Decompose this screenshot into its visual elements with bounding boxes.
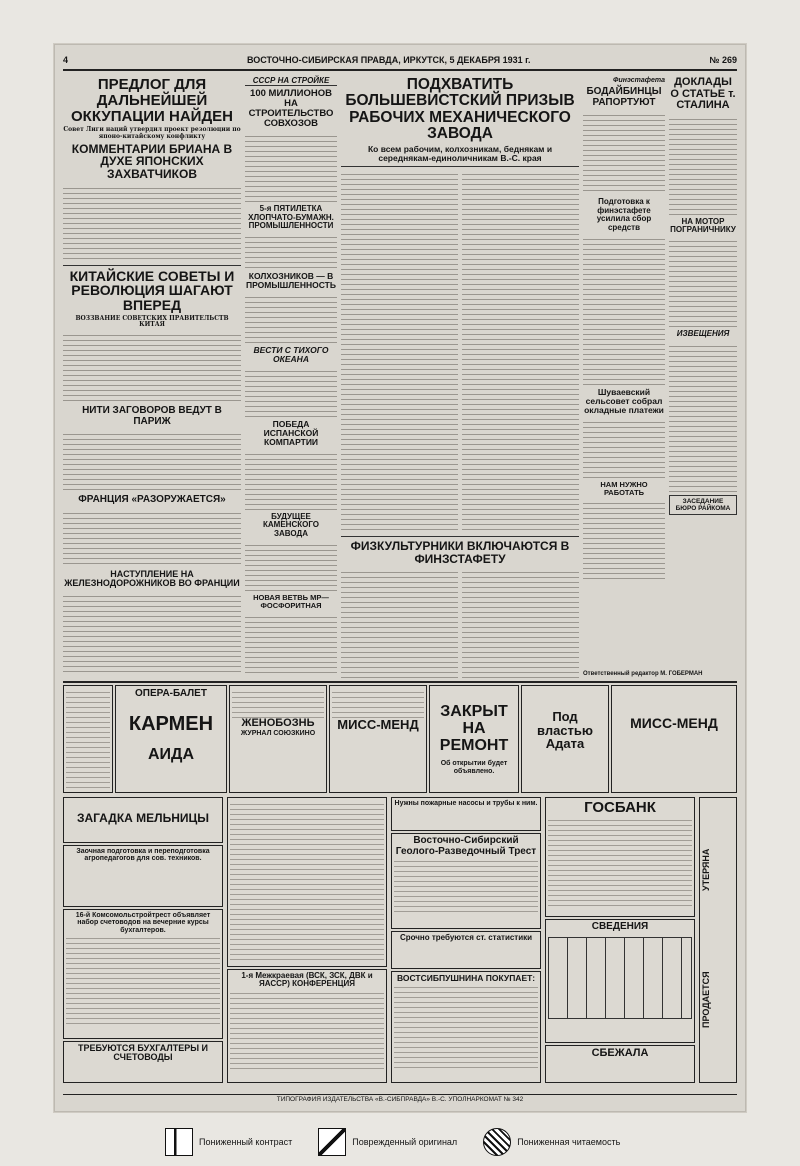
- divider: [341, 536, 579, 537]
- headline-main: ПОДХВАТИТЬ БОЛЬШЕВИСТСКИЙ ПРИЗЫВ РАБОЧИХ МЕХАНИЧЕСКОГО ЗАВОДА: [345, 76, 575, 142]
- headline-occupation: ПРЕДЛОГ ДЛЯ ДАЛЬНЕЙШЕЙ ОККУПАЦИИ НАЙДЕН: [71, 76, 233, 125]
- ad-cinema-2: [329, 685, 427, 793]
- ad-vertical: [699, 797, 737, 1083]
- headline-shuvaev: Шуваевский сельсовет собрал окладные платежи: [584, 386, 664, 415]
- gosbank-title: ГОСБАНК: [584, 799, 656, 816]
- ad-gosbank: [545, 797, 695, 917]
- column-ussr: [245, 75, 337, 681]
- article-body: [583, 235, 665, 385]
- article-body: [245, 541, 337, 591]
- headline-work: НАМ НУЖНО РАБОТАТЬ: [600, 479, 648, 497]
- ad-opera: [115, 685, 227, 793]
- headline-sovkhoz: 100 МИЛЛИОНОВ НА СТРОИТЕЛЬСТВО СОВХОЗОВ: [248, 88, 334, 130]
- low-contrast-icon: [165, 1128, 193, 1156]
- headline-motor: НА МОТОР ПОГРАНИЧНИКУ: [670, 216, 736, 235]
- article-body: [341, 568, 458, 681]
- ad-statistics: [391, 931, 541, 969]
- article-body: [63, 430, 241, 492]
- article-columns: [341, 170, 579, 533]
- article-body: [583, 499, 665, 579]
- ad-geology: [391, 833, 541, 929]
- article-body: [245, 613, 337, 673]
- printer-imprint: ТИПОГРАФИЯ ИЗДАТЕЛЬСТВА «В.-СИБПРАВДА» В.-С. УПОЛНАРКОМАТ № 342: [63, 1094, 737, 1105]
- headline-branch: НОВАЯ ВЕТВЬ МР—ФОСФОРИТНАЯ: [253, 593, 329, 610]
- column-reports: [669, 75, 737, 681]
- quality-legend: [165, 1128, 620, 1156]
- ad-escaped: [545, 1045, 695, 1083]
- rubric-ussr: СССР НА СТРОЙКЕ: [245, 77, 337, 86]
- notice-bureau: ЗАСЕДАНИЕ БЮРО РАЙКОМА: [669, 495, 737, 515]
- ad-text: [548, 816, 692, 906]
- opera-carmen: КАРМЕН: [128, 712, 214, 735]
- headline-notices: ИЗВЕЩЕНИЯ: [676, 329, 730, 339]
- ad-conference: [227, 969, 387, 1083]
- divider: [341, 166, 579, 167]
- headline-railway: НАСТУПЛЕНИЕ НА ЖЕЛЕЗНОДОРОЖНИКОВ ВО ФРАНЦИИ: [64, 568, 240, 589]
- sells-label: ПРОДАЕТСЯ: [701, 971, 711, 1029]
- subhead-league: Совет Лиги наций утвердил проект резолюции по японо-китайскому конфликту: [63, 126, 241, 140]
- statistics-title: Срочно требуются ст. статистики: [399, 933, 533, 942]
- article-body: [462, 170, 579, 530]
- article-body: [583, 111, 665, 195]
- ad-text: [66, 934, 220, 1024]
- ad-cinema-4: [611, 685, 737, 793]
- closed-subtitle: Об открытии будет объявлено.: [440, 760, 508, 775]
- ad-theatre: [63, 685, 113, 793]
- film-title: Под властью Адата: [537, 709, 593, 752]
- ad-fur: [391, 971, 541, 1083]
- article-body: [63, 509, 241, 567]
- ad-cinema-3: [521, 685, 609, 793]
- article-body: [245, 367, 337, 417]
- escaped-title: СБЕЖАЛА: [591, 1047, 649, 1059]
- headline-pacific: ВЕСТИ С ТИХОГО ОКЕАНА: [253, 345, 329, 365]
- headline-kamensk: БУДУЩЕЕ КАМЕНСКОГО ЗАВОДА: [263, 511, 319, 538]
- legend-label: Поврежденный оригинал: [352, 1137, 458, 1147]
- article-body: [245, 132, 337, 202]
- ad-pipes: [391, 797, 541, 831]
- headline-stalin: ДОКЛАДЫ О СТАТЬЕ т. СТАЛИНА: [670, 76, 736, 112]
- column-world-news: [63, 75, 241, 681]
- legend-label: Пониженная читаемость: [517, 1137, 621, 1147]
- legend-damaged: [318, 1128, 457, 1156]
- article-body: [245, 293, 337, 343]
- column-finstafeta: [583, 75, 665, 681]
- opera-name: ОПЕРА-БАЛЕТ: [135, 688, 207, 699]
- headline-kolkhoz: КОЛХОЗНИКОВ — В ПРОМЫШЛЕННОСТЬ: [246, 271, 336, 291]
- ad-text: [66, 688, 110, 788]
- ad-courses: [63, 909, 223, 1039]
- article-body: [63, 331, 241, 403]
- ad-text: [332, 688, 424, 718]
- low-readability-icon: [483, 1128, 511, 1156]
- issue-number: № 269: [709, 55, 737, 65]
- editor-line: Ответственный редактор М. ГОБЕРМАН: [583, 671, 703, 677]
- ad-accountants: [63, 1041, 223, 1083]
- film-title: МИСС-МЕНД: [337, 717, 419, 732]
- legend-low-contrast: [165, 1128, 292, 1156]
- geology-title: Восточно-Сибирский Геолого-Разведочный Трест: [395, 835, 537, 857]
- legend-label: Пониженный контраст: [199, 1137, 293, 1147]
- ad-mystery: [63, 797, 223, 843]
- article-body: [245, 450, 337, 510]
- fur-title: ВОСТСИБПУШНИНА ПОКУПАЕТ:: [396, 973, 536, 983]
- article-body: [669, 115, 737, 215]
- article-body: [669, 237, 737, 327]
- damaged-original-icon: [318, 1128, 346, 1156]
- closed-title: ЗАКРЫТ НА РЕМОНТ: [439, 703, 509, 754]
- page-number: 4: [63, 55, 69, 65]
- ad-text: [394, 857, 538, 913]
- accountants-title: ТРЕБУЮТСЯ БУХГАЛТЕРЫ И СЧЕТОВОДЫ: [78, 1043, 208, 1063]
- article-body: [63, 592, 241, 672]
- headline-china: КИТАЙСКИЕ СОВЕТЫ И РЕВОЛЮЦИЯ ШАГАЮТ ВПЕРЕД: [69, 267, 235, 313]
- ad-text: [232, 688, 324, 718]
- newspaper-title: ВОСТОЧНО-СИБИРСКАЯ ПРАВДА, ИРКУТСК, 5 ДЕКАБРЯ 1931 г.: [246, 55, 531, 65]
- article-body: [341, 170, 458, 530]
- headline-preparation: Подготовка к финэстафете усилила сбор средств: [596, 197, 652, 232]
- headline-briand: КОММЕНТАРИИ БРИАНА В ДУХЕ ЯПОНСКИХ ЗАХВАТЧИКОВ: [71, 141, 233, 182]
- headline-spain: ПОБЕДА ИСПАНСКОЙ КОМПАРТИИ: [263, 419, 319, 447]
- ad-text: [230, 989, 384, 1069]
- agro-title: Заочная подготовка и переподготовка агропедагогов для сов. техников.: [76, 848, 210, 863]
- ads-row-entertainment: [63, 685, 737, 793]
- masthead: [63, 51, 737, 71]
- headline-paris: НИТИ ЗАГОВОРОВ ВЕДУТ В ПАРИЖ: [82, 405, 222, 427]
- legend-low-readability: [483, 1128, 620, 1156]
- ad-cinema-closed: [429, 685, 519, 793]
- rubric-finstafeta: Финэстафета: [613, 77, 665, 84]
- svedeniya-title: СВЕДЕНИЯ: [591, 921, 649, 932]
- article-columns: [341, 568, 579, 681]
- ad-text: [230, 800, 384, 960]
- courses-title: 16-й Комсомольстройтрест объявляет набор счетоводов на вечерние курсы бухгалтеров.: [75, 912, 211, 934]
- rule: [63, 681, 737, 683]
- ad-school: [227, 797, 387, 967]
- article-body: [583, 418, 665, 478]
- article-body: [245, 233, 337, 269]
- ad-text: [394, 983, 538, 1071]
- ad-svedeniya: [545, 919, 695, 1043]
- divider: [63, 265, 241, 266]
- ad-cinema-1: [229, 685, 327, 793]
- headline-cotton: 5-я ПЯТИЛЕТКА ХЛОПЧАТО-БУМАЖН. ПРОМЫШЛЕННОСТИ: [248, 204, 334, 231]
- lost-label: УТЕРЯНА: [701, 848, 711, 892]
- article-body: [462, 568, 579, 681]
- mystery-title: ЗАГАДКА МЕЛЬНИЦЫ: [76, 811, 210, 825]
- article-body: [669, 342, 737, 492]
- article-body: [63, 184, 241, 262]
- film-subtitle: ЖУРНАЛ СОЮЗКИНО: [240, 729, 316, 737]
- conference-title: 1-я Межкраевая (ВСК, ЗСК, ДВК и ЯАССР) КОНФЕРЕНЦИЯ: [241, 971, 373, 989]
- headline-sport: ФИЗКУЛЬТУРНИКИ ВКЛЮЧАЮТСЯ В ФИНЗСТАФЕТУ: [350, 538, 570, 566]
- column-center: [341, 75, 579, 681]
- pipes-title: Нужны пожарные насосы и трубы к ним.: [394, 800, 538, 807]
- headline-bodaibo: БОДАЙБИНЦЫ РАПОРТУЮТ: [586, 86, 662, 108]
- film-title: МИСС-МЕНД: [630, 715, 718, 731]
- subhead-main: Ко всем рабочим, колхозникам, беднякам и середнякам-единоличникам В.-С. края: [367, 144, 553, 163]
- subhead-china: ВОЗЗВАНИЕ СОВЕТСКИХ ПРАВИТЕЛЬСТВ КИТАЯ: [75, 314, 229, 328]
- film-title: ЖЕНОБОЗНЬ: [241, 717, 315, 729]
- svedeniya-table: [548, 937, 692, 1019]
- newspaper-page: [54, 44, 746, 1112]
- headline-france: ФРАНЦИЯ «РАЗОРУЖАЕТСЯ»: [78, 494, 226, 506]
- opera-aida: АИДА: [147, 745, 194, 763]
- ad-agro: [63, 845, 223, 907]
